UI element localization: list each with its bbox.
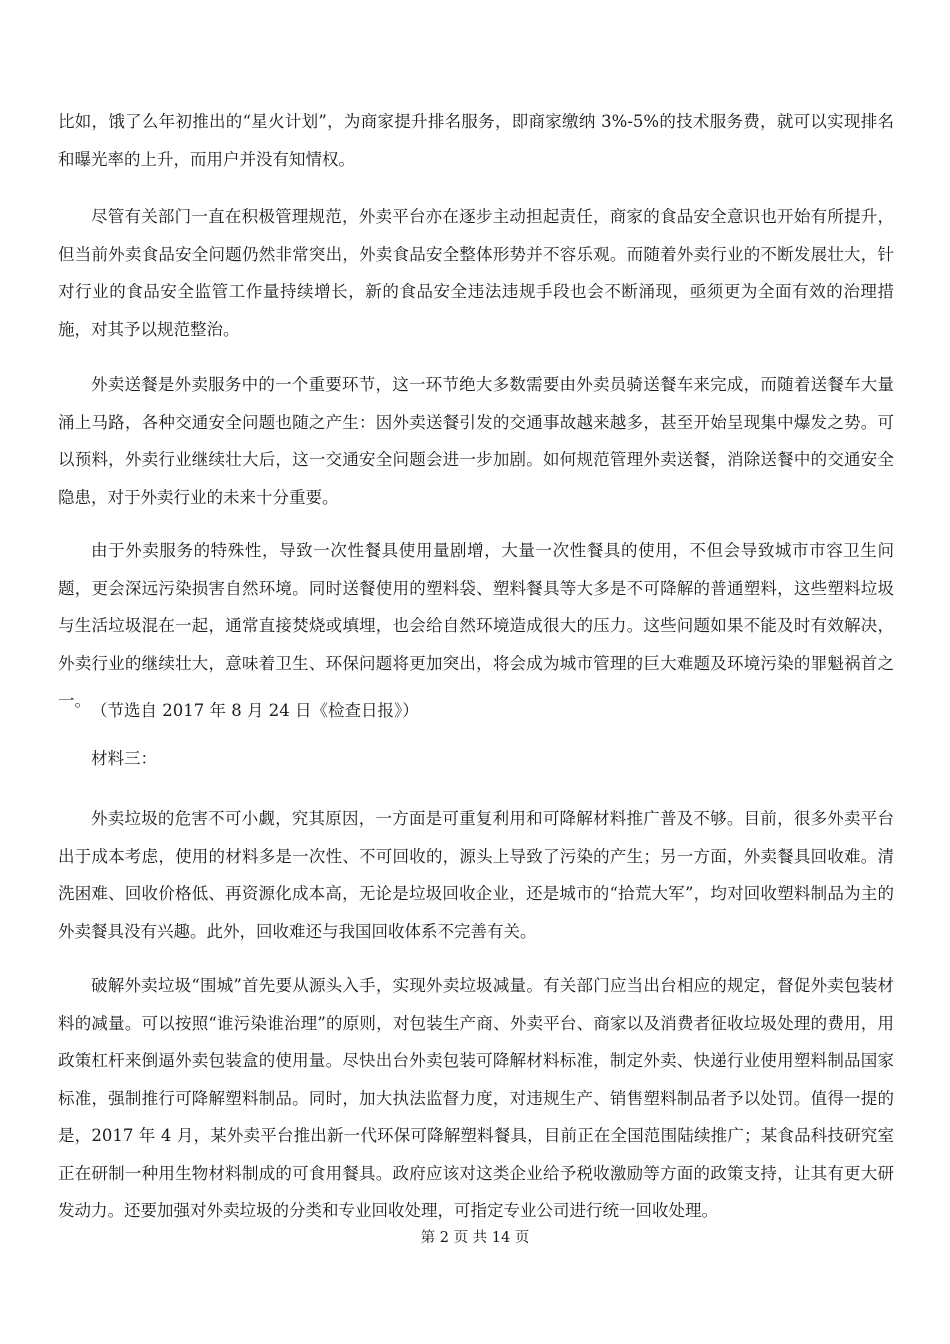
source-note: （节选自 2017 年 8 月 24 日《检查日报》） xyxy=(91,701,419,720)
material-three-heading: 材料三： xyxy=(91,749,157,768)
paragraph-2: 尽管有关部门一直在积极管理规范，外卖平台亦在逐步主动担起责任，商家的食品安全意识也开始有所提升，但当前外卖食品安全问题仍然非常突出，外卖食品安全整体形势并不容乐观。而随着外卖行业的不断发展壮大，针对行业的食品安全监管工作量持续增长，新的食品安全违法违规手段也会不断涌现，亟须更为全面有效的治理措施，对其予以规范整治。 xyxy=(58,207,894,339)
page-footer: 第 2 页 共 14 页 xyxy=(420,1230,530,1246)
paragraph-3: 外卖送餐是外卖服务中的一个重要环节，这一环节绝大多数需要由外卖员骑送餐车来完成，而随着送餐车大量涌上马路，各种交通安全问题也随之产生：因外卖送餐引发的交通事故越来越多，甚至开始呈现集中爆发之势。可以预料，外卖行业继续壮大后，这一交通安全问题会进一步加剧。如何规范管理外卖送餐，消除送餐中的交通安全隐患，对于外卖行业的未来十分重要。 xyxy=(58,375,894,507)
paragraph-4: 由于外卖服务的特殊性，导致一次性餐具使用量剧增，大量一次性餐具的使用，不但会导致城市市容卫生问题，更会深远污染损害自然环境。同时送餐使用的塑料袋、塑料餐具等大多是不可降解的普通塑料，这些塑料垃圾与生活垃圾混在一起，通常直接焚烧或填埋，也会给自然环境造成很大的压力。这些问题如果不能及时有效解决，外卖行业的继续壮大，意味着卫生、环保问题将更加突出，将会成为城市管理的巨大难题及环境污染的罪魁祸首之一。 xyxy=(58,541,894,710)
paragraph-6: 破解外卖垃圾“围城”首先要从源头入手，实现外卖垃圾减量。有关部门应当出台相应的规定，督促外卖包装材料的减量。可以按照“谁污染谁治理”的原则，对包装生产商、外卖平台、商家以及消费者征收垃圾处理的费用，用政策杠杆来倒逼外卖包装盒的使用量。尽快出台外卖包装可降解材料标准，制定外卖、快递行业使用塑料制品国家标准，强制推行可降解塑料制品。同时，加大执法监督力度，对违规生产、销售塑料制品者予以处罚。值得一提的是，2017 年 4 月，某外卖平台推出新一代环保可降解塑料餐具，目前正在全国范围陆续推广；某食品科技研究室正在研制一种用生物材料制成的可食用餐具。政府应该对这类企业给予税收激励等方面的政策支持，让其有更大研发动力。还要加强对外卖垃圾的分类和专业回收处理，可指定专业公司进行统一回收处理。 xyxy=(58,976,894,1220)
paragraph-1: 比如，饿了么年初推出的“星火计划”，为商家提升排名服务，即商家缴纳 3%-5%的技术服务费，就可以实现排名和曝光率的上升，而用户并没有知情权。 xyxy=(58,112,894,169)
paragraph-5: 外卖垃圾的危害不可小觑，究其原因，一方面是可重复利用和可降解材料推广普及不够。目前，很多外卖平台出于成本考虑，使用的材料多是一次性、不可回收的，源头上导致了污染的产生；另一方面，外卖餐具回收难。清洗困难、回收价格低、再资源化成本高，无论是垃圾回收企业，还是城市的“拾荒大军”，均对回收塑料制品为主的外卖餐具没有兴趣。此外，回收难还与我国回收体系不完善有关。 xyxy=(58,809,894,941)
